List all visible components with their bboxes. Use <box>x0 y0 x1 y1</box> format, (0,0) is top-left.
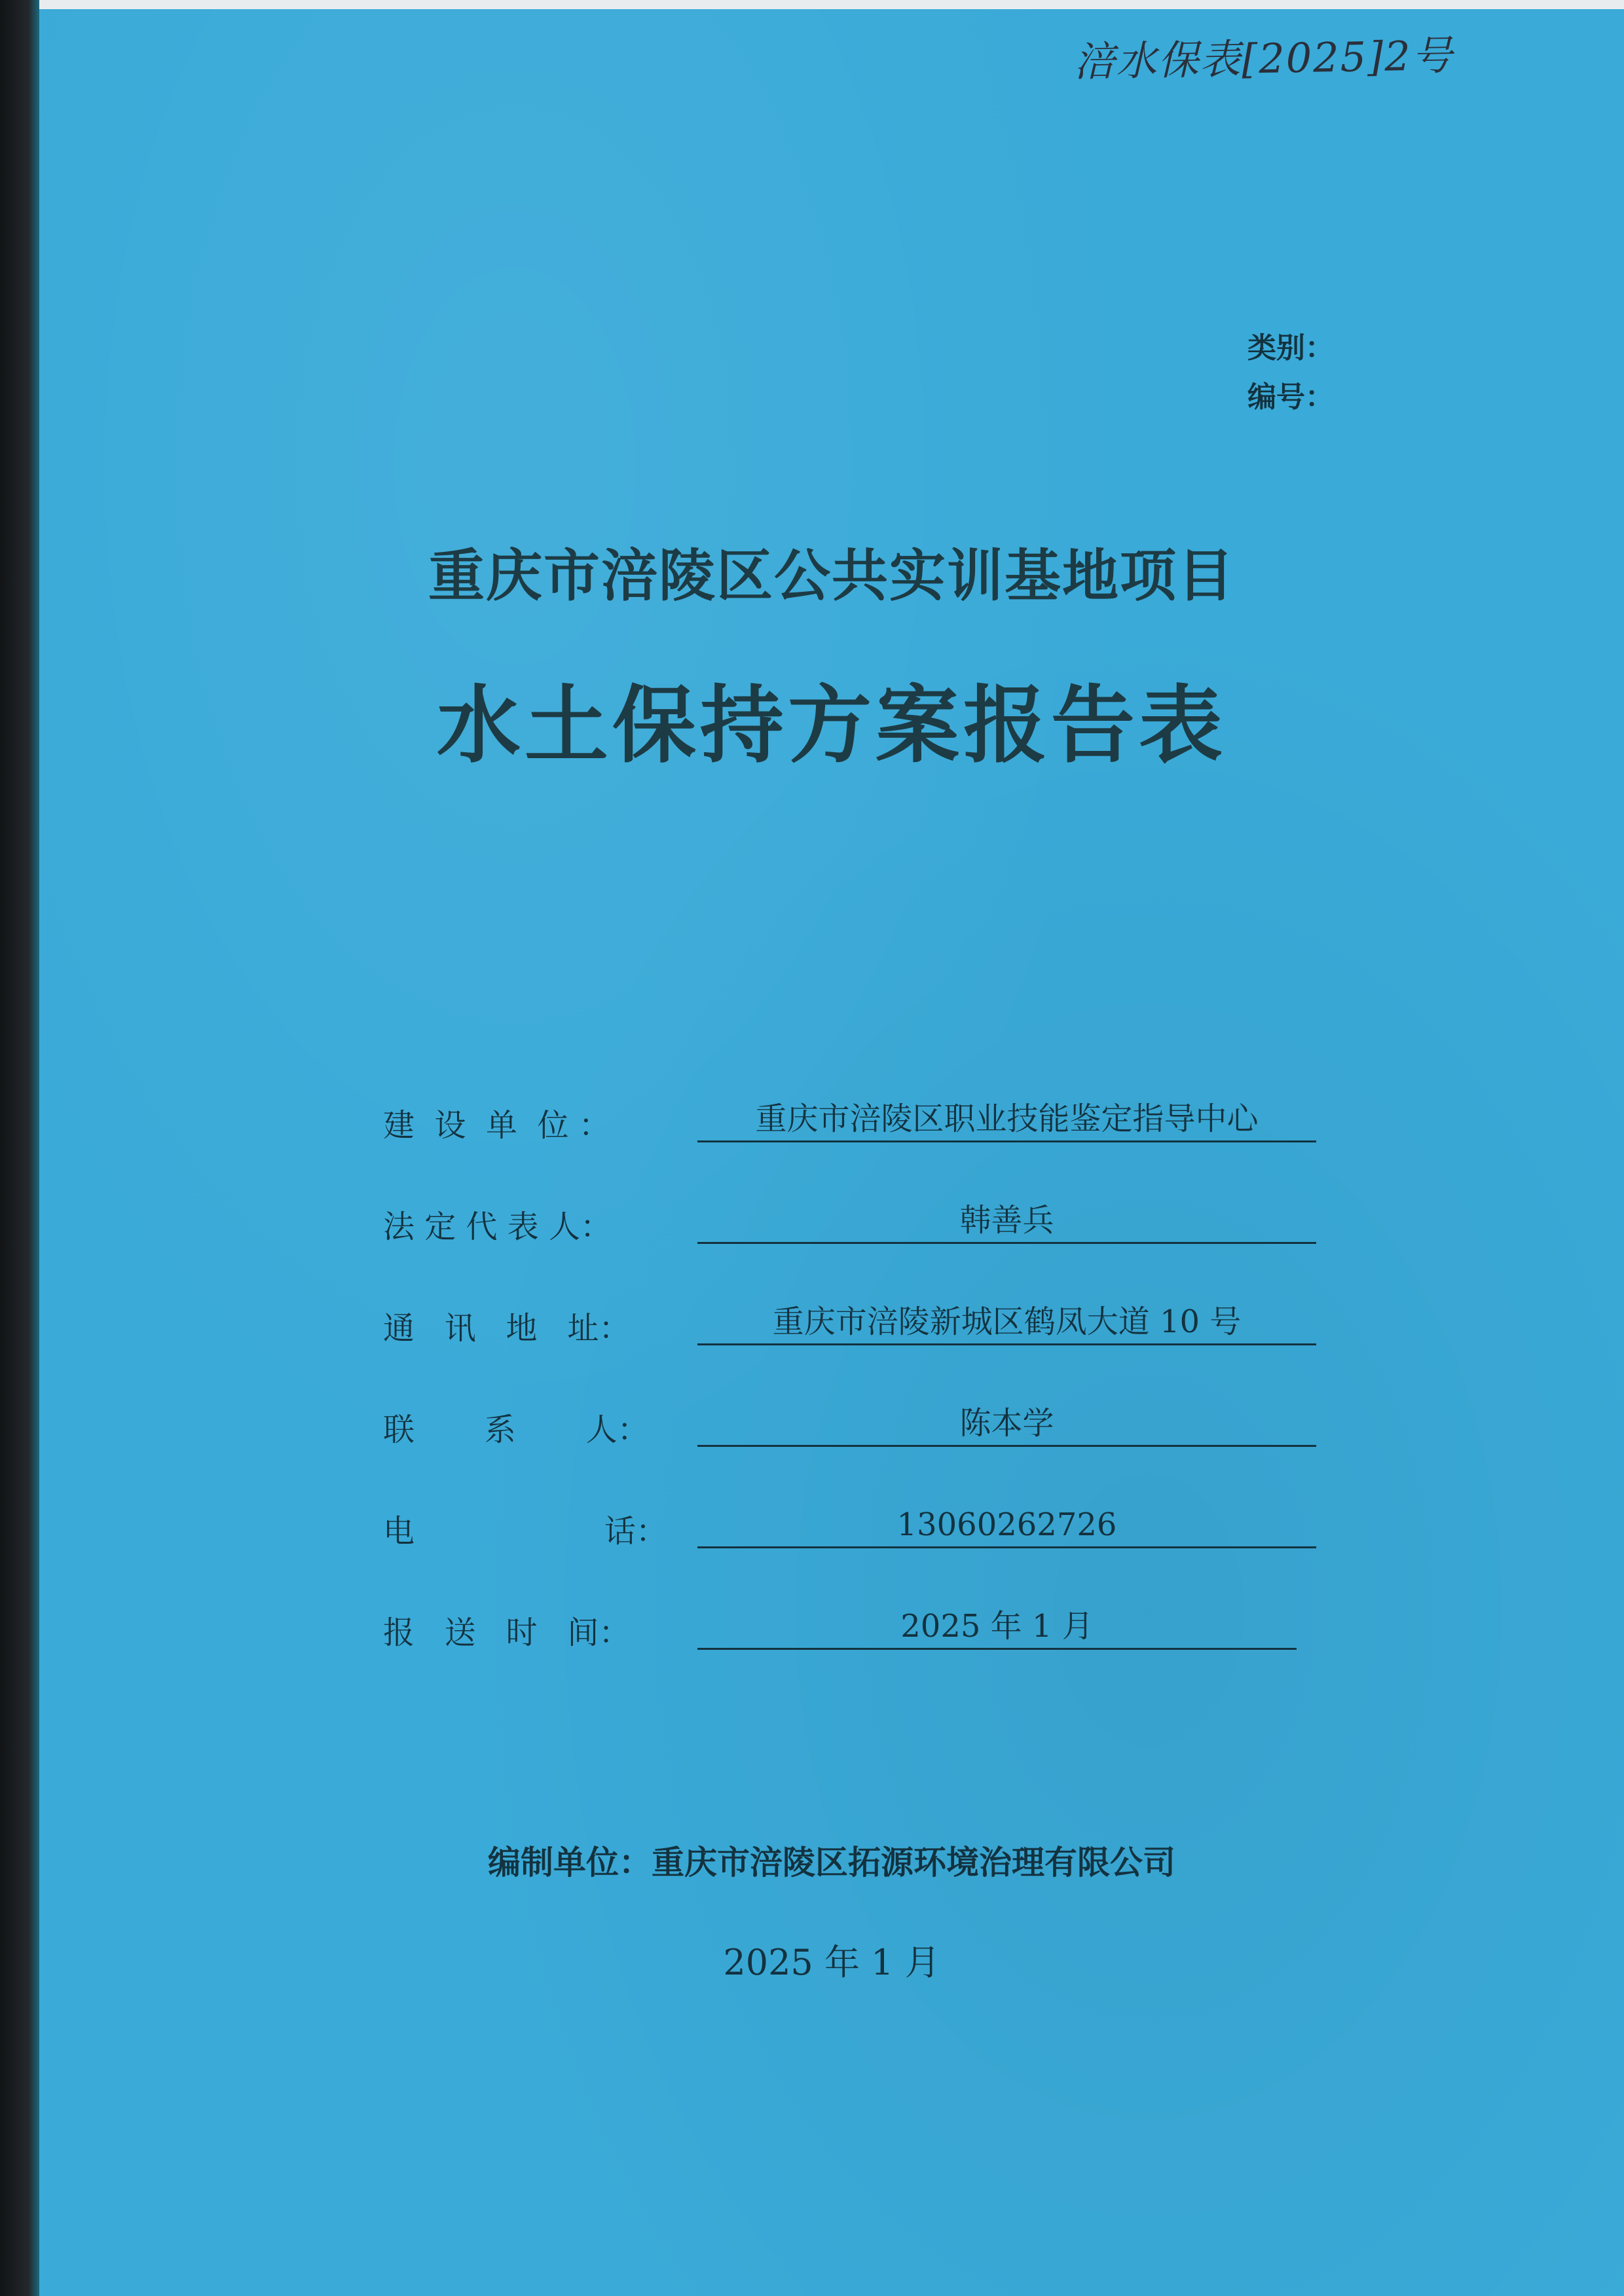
compiling-unit: 编制单位：重庆市涪陵区拓源环境治理有限公司 <box>488 1844 1175 1882</box>
field-value: 重庆市涪陵区职业技能鉴定指导中心 <box>697 1100 1316 1142</box>
field-phone <box>383 1506 1320 1558</box>
category-label: 类别： <box>1247 331 1334 365</box>
field-address <box>383 1303 1320 1355</box>
field-label: 电 话： <box>383 1513 667 1550</box>
field-label: 通 讯 地 址： <box>383 1310 631 1347</box>
field-label: 联 系 人： <box>383 1412 649 1448</box>
field-submission-date <box>383 1607 1320 1660</box>
field-label: 法 定 代 表 人： <box>383 1209 612 1245</box>
field-value: 13060262726 <box>697 1506 1316 1548</box>
report-title: 水土保持方案报告表 <box>436 677 1227 774</box>
field-value: 2025 年 1 月 <box>697 1607 1297 1650</box>
report-date: 2025 年 1 月 <box>723 1942 940 1983</box>
field-value: 重庆市涪陵新城区鹤凤大道 10 号 <box>697 1303 1316 1345</box>
field-construction-unit <box>383 1100 1320 1152</box>
top-paper-strip <box>39 0 1624 9</box>
field-value: 韩善兵 <box>697 1201 1316 1244</box>
field-contact-person <box>383 1404 1320 1457</box>
field-legal-representative <box>383 1201 1320 1254</box>
project-title: 重庆市涪陵区公共实训基地项目 <box>428 543 1235 609</box>
field-label: 建 设 单 位 ： <box>383 1107 610 1144</box>
field-label: 报 送 时 间： <box>383 1614 631 1651</box>
handwritten-file-number: 涪水保表[2025]2号 <box>1073 31 1454 86</box>
field-value: 陈本学 <box>697 1404 1316 1447</box>
number-label: 编号： <box>1247 380 1334 414</box>
